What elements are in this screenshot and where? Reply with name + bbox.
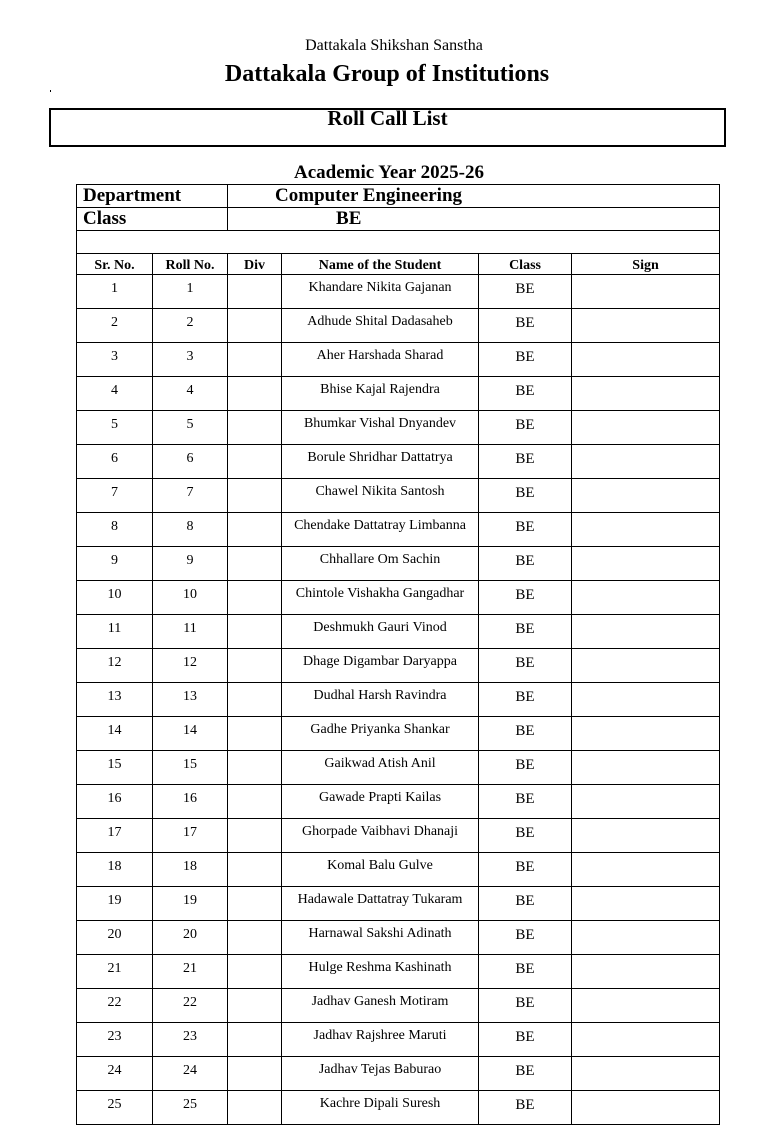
sign-cell bbox=[572, 275, 720, 309]
class-cell: BE bbox=[479, 989, 572, 1023]
column-header-class: Class bbox=[479, 254, 572, 275]
div-cell bbox=[228, 445, 282, 479]
roll-no-cell: 7 bbox=[153, 479, 228, 513]
student-name-cell: Dhage Digambar Daryappa bbox=[282, 649, 479, 683]
sign-cell bbox=[572, 751, 720, 785]
blank-row bbox=[77, 231, 720, 254]
department-value: Computer Engineering bbox=[228, 185, 720, 208]
table-row bbox=[77, 989, 720, 1023]
column-header-sr-no: Sr. No. bbox=[77, 254, 153, 275]
student-name-cell: Chintole Vishakha Gangadhar bbox=[282, 581, 479, 615]
roll-no-cell: 21 bbox=[153, 955, 228, 989]
sr-no-cell: 9 bbox=[77, 547, 153, 581]
roll-no-cell: 25 bbox=[153, 1091, 228, 1125]
class-cell: BE bbox=[479, 615, 572, 649]
table-row bbox=[77, 887, 720, 921]
student-name-cell: Borule Shridhar Dattatrya bbox=[282, 445, 479, 479]
div-cell bbox=[228, 751, 282, 785]
student-name-cell: Jadhav Rajshree Maruti bbox=[282, 1023, 479, 1057]
class-cell: BE bbox=[479, 275, 572, 309]
sign-cell bbox=[572, 853, 720, 887]
div-cell bbox=[228, 615, 282, 649]
roll-no-cell: 19 bbox=[153, 887, 228, 921]
roll-no-cell: 10 bbox=[153, 581, 228, 615]
div-cell bbox=[228, 309, 282, 343]
class-cell: BE bbox=[479, 717, 572, 751]
sr-no-cell: 4 bbox=[77, 377, 153, 411]
sr-no-cell: 18 bbox=[77, 853, 153, 887]
div-cell bbox=[228, 581, 282, 615]
div-cell bbox=[228, 1091, 282, 1125]
sr-no-cell: 3 bbox=[77, 343, 153, 377]
class-cell: BE bbox=[479, 649, 572, 683]
student-name-cell: Aher Harshada Sharad bbox=[282, 343, 479, 377]
table-row bbox=[77, 513, 720, 547]
div-cell bbox=[228, 377, 282, 411]
sr-no-cell: 2 bbox=[77, 309, 153, 343]
department-row bbox=[77, 185, 720, 208]
table-row bbox=[77, 547, 720, 581]
sr-no-cell: 22 bbox=[77, 989, 153, 1023]
roll-no-cell: 1 bbox=[153, 275, 228, 309]
roll-no-cell: 4 bbox=[153, 377, 228, 411]
sr-no-cell: 14 bbox=[77, 717, 153, 751]
table-row bbox=[77, 785, 720, 819]
sr-no-cell: 15 bbox=[77, 751, 153, 785]
class-cell: BE bbox=[479, 955, 572, 989]
div-cell bbox=[228, 547, 282, 581]
sign-cell bbox=[572, 717, 720, 751]
sign-cell bbox=[572, 955, 720, 989]
student-name-cell: Kachre Dipali Suresh bbox=[282, 1091, 479, 1125]
table-row bbox=[77, 819, 720, 853]
roll-no-cell: 20 bbox=[153, 921, 228, 955]
roll-no-cell: 22 bbox=[153, 989, 228, 1023]
class-cell: BE bbox=[479, 547, 572, 581]
class-cell: BE bbox=[479, 751, 572, 785]
sign-cell bbox=[572, 1091, 720, 1125]
table-row bbox=[77, 479, 720, 513]
sr-no-cell: 20 bbox=[77, 921, 153, 955]
class-cell: BE bbox=[479, 343, 572, 377]
class-cell: BE bbox=[479, 1057, 572, 1091]
div-cell bbox=[228, 887, 282, 921]
stray-mark bbox=[50, 90, 51, 92]
sign-cell bbox=[572, 343, 720, 377]
class-value: BE bbox=[228, 208, 720, 231]
roll-no-cell: 8 bbox=[153, 513, 228, 547]
table-row bbox=[77, 343, 720, 377]
student-name-cell: Komal Balu Gulve bbox=[282, 853, 479, 887]
table-row bbox=[77, 581, 720, 615]
div-cell bbox=[228, 683, 282, 717]
sign-cell bbox=[572, 479, 720, 513]
class-cell: BE bbox=[479, 377, 572, 411]
sr-no-cell: 19 bbox=[77, 887, 153, 921]
table-row bbox=[77, 1023, 720, 1057]
table-row bbox=[77, 377, 720, 411]
div-cell bbox=[228, 955, 282, 989]
sr-no-cell: 12 bbox=[77, 649, 153, 683]
sign-cell bbox=[572, 309, 720, 343]
student-name-cell: Chhallare Om Sachin bbox=[282, 547, 479, 581]
column-header-row bbox=[77, 254, 720, 275]
student-name-cell: Dudhal Harsh Ravindra bbox=[282, 683, 479, 717]
roll-no-cell: 13 bbox=[153, 683, 228, 717]
sign-cell bbox=[572, 513, 720, 547]
roll-no-cell: 11 bbox=[153, 615, 228, 649]
sr-no-cell: 10 bbox=[77, 581, 153, 615]
div-cell bbox=[228, 921, 282, 955]
sr-no-cell: 25 bbox=[77, 1091, 153, 1125]
sr-no-cell: 16 bbox=[77, 785, 153, 819]
sign-cell bbox=[572, 547, 720, 581]
sr-no-cell: 11 bbox=[77, 615, 153, 649]
roll-no-cell: 18 bbox=[153, 853, 228, 887]
roll-no-cell: 9 bbox=[153, 547, 228, 581]
academic-year: Academic Year 2025-26 bbox=[294, 162, 484, 183]
sr-no-cell: 6 bbox=[77, 445, 153, 479]
sign-cell bbox=[572, 1023, 720, 1057]
class-cell: BE bbox=[479, 921, 572, 955]
column-header-div: Div bbox=[228, 254, 282, 275]
column-header-roll-no: Roll No. bbox=[153, 254, 228, 275]
blank-cell bbox=[77, 231, 720, 254]
class-cell: BE bbox=[479, 445, 572, 479]
roll-no-cell: 6 bbox=[153, 445, 228, 479]
sign-cell bbox=[572, 411, 720, 445]
table-row bbox=[77, 309, 720, 343]
student-rows bbox=[77, 275, 720, 1125]
table-row bbox=[77, 921, 720, 955]
sign-cell bbox=[572, 785, 720, 819]
sr-no-cell: 5 bbox=[77, 411, 153, 445]
roll-no-cell: 16 bbox=[153, 785, 228, 819]
sign-cell bbox=[572, 377, 720, 411]
student-name-cell: Gawade Prapti Kailas bbox=[282, 785, 479, 819]
roll-no-cell: 3 bbox=[153, 343, 228, 377]
class-cell: BE bbox=[479, 581, 572, 615]
class-cell: BE bbox=[479, 887, 572, 921]
div-cell bbox=[228, 479, 282, 513]
table-row bbox=[77, 1057, 720, 1091]
table-row bbox=[77, 649, 720, 683]
table-row bbox=[77, 445, 720, 479]
sign-cell bbox=[572, 649, 720, 683]
roll-no-cell: 23 bbox=[153, 1023, 228, 1057]
student-name-cell: Gaikwad Atish Anil bbox=[282, 751, 479, 785]
sign-cell bbox=[572, 819, 720, 853]
sr-no-cell: 23 bbox=[77, 1023, 153, 1057]
div-cell bbox=[228, 411, 282, 445]
div-cell bbox=[228, 1023, 282, 1057]
sr-no-cell: 1 bbox=[77, 275, 153, 309]
div-cell bbox=[228, 343, 282, 377]
div-cell bbox=[228, 275, 282, 309]
department-label: Department bbox=[77, 185, 228, 208]
trust-name: Dattakala Shikshan Sanstha bbox=[305, 37, 483, 54]
sign-cell bbox=[572, 887, 720, 921]
table-row bbox=[77, 683, 720, 717]
sign-cell bbox=[572, 615, 720, 649]
sign-cell bbox=[572, 445, 720, 479]
student-name-cell: Hulge Reshma Kashinath bbox=[282, 955, 479, 989]
sr-no-cell: 24 bbox=[77, 1057, 153, 1091]
table-row bbox=[77, 751, 720, 785]
student-name-cell: Jadhav Tejas Baburao bbox=[282, 1057, 479, 1091]
class-cell: BE bbox=[479, 819, 572, 853]
class-cell: BE bbox=[479, 411, 572, 445]
student-name-cell: Adhude Shital Dadasaheb bbox=[282, 309, 479, 343]
class-cell: BE bbox=[479, 853, 572, 887]
table-row bbox=[77, 411, 720, 445]
class-cell: BE bbox=[479, 479, 572, 513]
roll-call-table bbox=[76, 184, 720, 1125]
student-name-cell: Harnawal Sakshi Adinath bbox=[282, 921, 479, 955]
div-cell bbox=[228, 989, 282, 1023]
class-row bbox=[77, 208, 720, 231]
sign-cell bbox=[572, 1057, 720, 1091]
student-name-cell: Chawel Nikita Santosh bbox=[282, 479, 479, 513]
roll-no-cell: 24 bbox=[153, 1057, 228, 1091]
column-header-student-name: Name of the Student bbox=[282, 254, 479, 275]
table-row bbox=[77, 1091, 720, 1125]
class-cell: BE bbox=[479, 1091, 572, 1125]
sign-cell bbox=[572, 683, 720, 717]
class-label: Class bbox=[77, 208, 228, 231]
sr-no-cell: 13 bbox=[77, 683, 153, 717]
student-name-cell: Jadhav Ganesh Motiram bbox=[282, 989, 479, 1023]
div-cell bbox=[228, 853, 282, 887]
sr-no-cell: 8 bbox=[77, 513, 153, 547]
div-cell bbox=[228, 717, 282, 751]
institution-name: Dattakala Group of Institutions bbox=[224, 61, 550, 87]
sr-no-cell: 21 bbox=[77, 955, 153, 989]
table-row bbox=[77, 615, 720, 649]
div-cell bbox=[228, 1057, 282, 1091]
roll-no-cell: 15 bbox=[153, 751, 228, 785]
class-cell: BE bbox=[479, 1023, 572, 1057]
class-cell: BE bbox=[479, 309, 572, 343]
roll-no-cell: 2 bbox=[153, 309, 228, 343]
class-cell: BE bbox=[479, 785, 572, 819]
student-name-cell: Bhise Kajal Rajendra bbox=[282, 377, 479, 411]
student-name-cell: Khandare Nikita Gajanan bbox=[282, 275, 479, 309]
div-cell bbox=[228, 513, 282, 547]
roll-no-cell: 17 bbox=[153, 819, 228, 853]
sr-no-cell: 17 bbox=[77, 819, 153, 853]
roll-no-cell: 5 bbox=[153, 411, 228, 445]
roll-no-cell: 14 bbox=[153, 717, 228, 751]
sign-cell bbox=[572, 989, 720, 1023]
table-row bbox=[77, 853, 720, 887]
student-name-cell: Ghorpade Vaibhavi Dhanaji bbox=[282, 819, 479, 853]
student-name-cell: Bhumkar Vishal Dnyandev bbox=[282, 411, 479, 445]
sign-cell bbox=[572, 921, 720, 955]
table-row bbox=[77, 955, 720, 989]
student-name-cell: Deshmukh Gauri Vinod bbox=[282, 615, 479, 649]
student-name-cell: Gadhe Priyanka Shankar bbox=[282, 717, 479, 751]
roll-no-cell: 12 bbox=[153, 649, 228, 683]
table-row bbox=[77, 717, 720, 751]
sign-cell bbox=[572, 581, 720, 615]
student-name-cell: Hadawale Dattatray Tukaram bbox=[282, 887, 479, 921]
column-header-sign: Sign bbox=[572, 254, 720, 275]
student-name-cell: Chendake Dattatray Limbanna bbox=[282, 513, 479, 547]
document-title: Roll Call List bbox=[327, 108, 448, 130]
div-cell bbox=[228, 649, 282, 683]
table-row bbox=[77, 275, 720, 309]
class-cell: BE bbox=[479, 683, 572, 717]
sr-no-cell: 7 bbox=[77, 479, 153, 513]
class-cell: BE bbox=[479, 513, 572, 547]
div-cell bbox=[228, 819, 282, 853]
document-title-box bbox=[49, 108, 726, 147]
div-cell bbox=[228, 785, 282, 819]
